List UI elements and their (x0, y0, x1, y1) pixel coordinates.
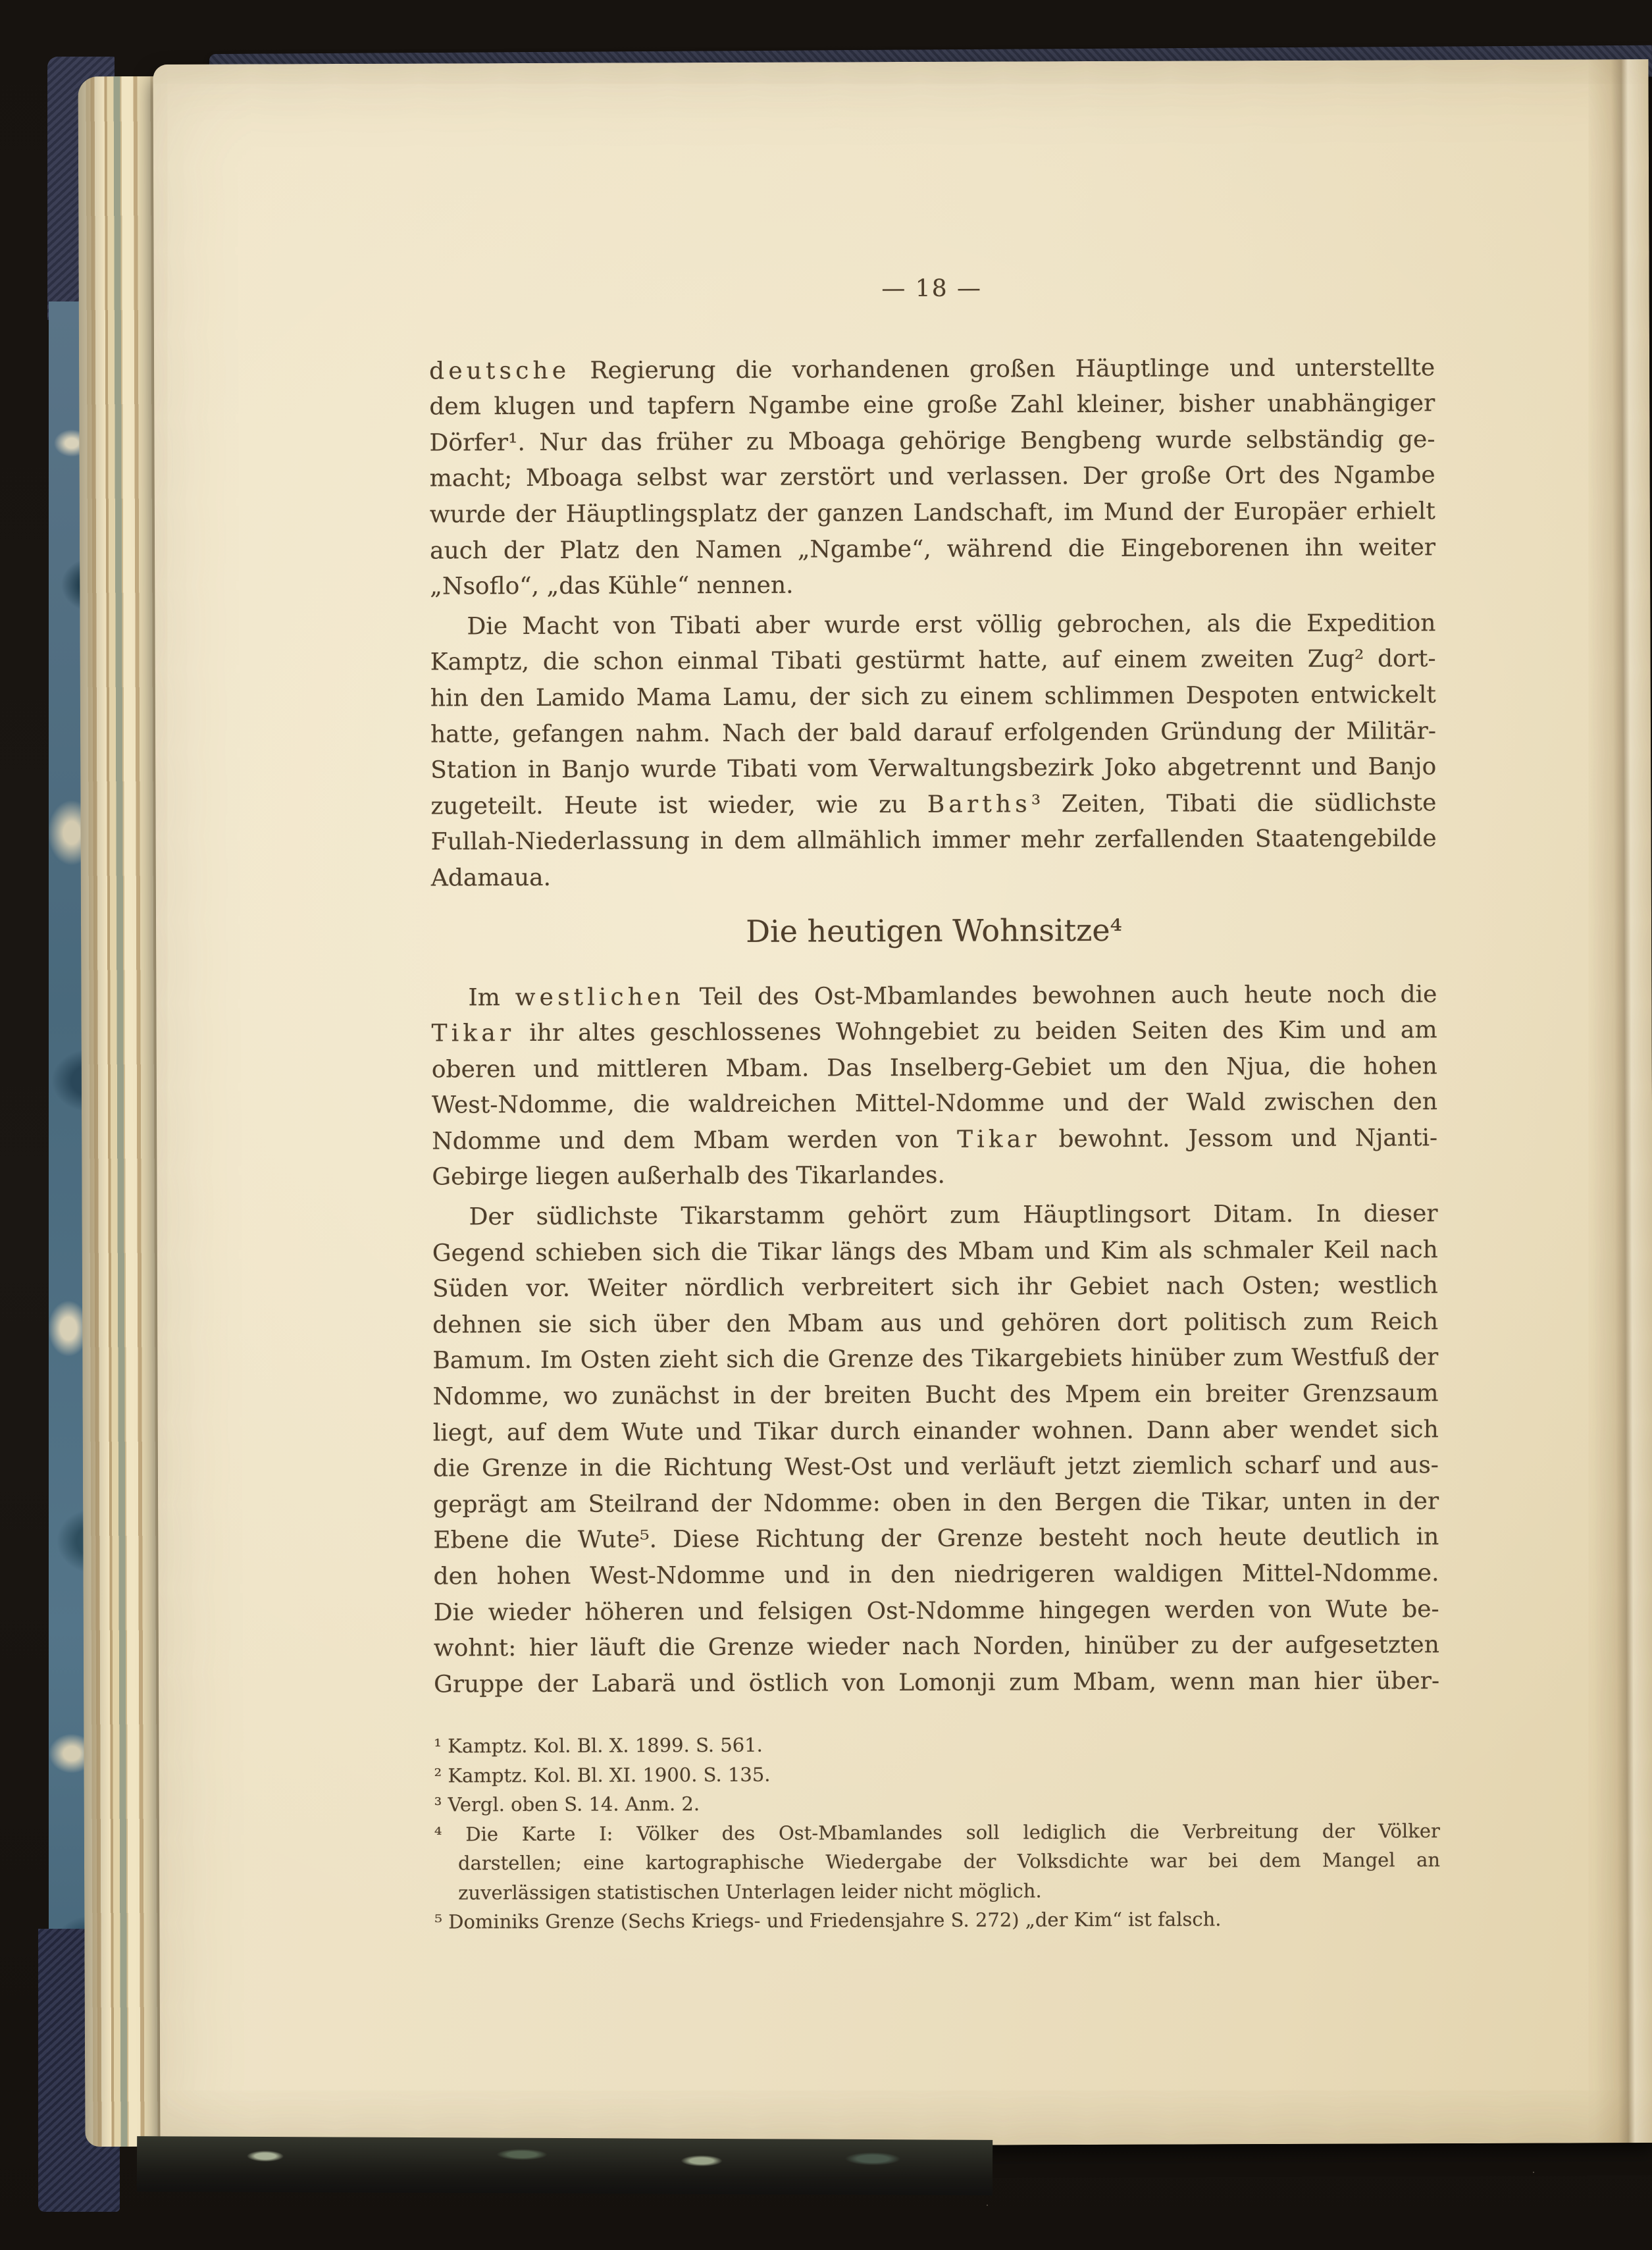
text-line: auch der Platz den Namen „Ngambe“, während die Eingeborenen ihn weiter (429, 533, 1436, 565)
text-line: Süden vor. Weiter nördlich verbreitert sich ihr Gebiet nach Osten; westlich (432, 1272, 1439, 1303)
paragraph (432, 1196, 1440, 1703)
letterspaced-word: deutsche (429, 357, 571, 385)
text-line: Der südlichste Tikarstamm gehört zum Häuptlingsort Ditam. In dieser (469, 1200, 1438, 1231)
footnote-line: ¹ Kamptz. Kol. Bl. X. 1899. S. 561. (434, 1734, 763, 1758)
paragraph-group-bottom (431, 977, 1439, 1703)
paragraph (429, 350, 1435, 605)
text-line: hatte, gefangen nahm. Nach der bald darauf erfolgenden Gründung der Militär- (430, 717, 1437, 748)
footnotes (434, 1729, 1440, 1937)
text-line: dehnen sie sich über den Mbam aus und gehören dort politisch zum Reich (432, 1308, 1439, 1339)
text-line: Gegend schieben sich die Tikar längs des Mbam und Kim als schmaler Keil nach (432, 1236, 1438, 1267)
text-line: Gruppe der Labarä und östlich von Lomonji zum Mbam, wenn man hier über- (434, 1667, 1440, 1698)
letterspaced-word: westlichen (515, 983, 684, 1011)
footnote-line: ³ Vergl. oben S. 14. Anm. 2. (434, 1792, 700, 1816)
letterspaced-word: Barths (927, 791, 1031, 818)
text-line: Kamptz, die schon einmal Tibati gestürmt hatte, auf einem zweiten Zug² dort- (430, 645, 1436, 676)
footnote-line: ⁴ Die Karte I: Völker des Ost-Mbamlandes soll lediglich die Verbreitung der Völker (434, 1819, 1440, 1846)
text-line: West-Ndomme, die waldreichen Mittel-Ndomme und der Wald zwischen den (431, 1088, 1438, 1119)
text-line: Ndomme, wo zunächst in der breiten Bucht des Mpem ein breiter Grenzsaum (432, 1380, 1439, 1411)
paragraph-group-top (429, 350, 1437, 897)
text-line: Dörfer¹. Nur das früher zu Mboaga gehörige Bengbeng wurde selbständig ge- (429, 425, 1435, 457)
footnote-line: ⁵ Dominiks Grenze (Sechs Kriegs- und Friedensjahre S. 272) „der Kim“ ist falsch. (434, 1908, 1222, 1933)
letterspaced-word: Tikar (431, 1020, 515, 1047)
section-heading: Die heutigen Wohnsitze⁴ (746, 912, 1123, 949)
book-cover-bottom-edge (137, 2136, 993, 2195)
text-line: Bamum. Im Osten zieht sich die Grenze des Tikargebiets hinüber zum Westfuß der (432, 1344, 1439, 1374)
text-line: Die Macht von Tibati aber wurde erst völlig gebrochen, als die Expedition (467, 609, 1436, 641)
text-line: geprägt am Steilrand der Ndomme: oben in den Bergen die Tikar, unten in der (433, 1487, 1439, 1519)
page-gutter-crease (1587, 59, 1652, 2143)
text-line: den hohen West-Ndomme und in den niedrigeren waldigen Mittel-Ndomme. (433, 1559, 1439, 1590)
page-number: — 18 — (881, 275, 983, 303)
text-line: wohnt: hier läuft die Grenze wieder nach Norden, hinüber zu der aufgesetzten (433, 1631, 1439, 1662)
text-line: macht; Mboaga selbst war zerstört und verlassen. Der große Ort des Ngambe (429, 461, 1435, 492)
text-line: Station in Banjo wurde Tibati vom Verwaltungsbezirk Joko abgetrennt und Banjo (430, 753, 1437, 784)
text-line: Ndomme und dem Mbam werden von Tikar bewohnt. Jessom und Njanti- (432, 1124, 1438, 1155)
text-line: wurde der Häuptlingsplatz der ganzen Landschaft, im Mund der Europäer erhielt (429, 498, 1435, 529)
text-line: Ebene die Wute⁵. Diese Richtung der Grenze besteht noch heute deutlich in (433, 1523, 1439, 1554)
letterspaced-word: Tikar (956, 1126, 1041, 1153)
page-text-area (428, 60, 1440, 1937)
text-line: Die wieder höheren und felsigen Ost-Ndomme hingegen werden von Wute be- (433, 1595, 1439, 1627)
text-line: die Grenze in die Richtung West-Ost und verläuft jetzt ziemlich scharf und aus- (432, 1452, 1439, 1482)
text-line: Adamaua. (430, 864, 552, 892)
book-page (153, 59, 1652, 2148)
footnote-line: darstellen; eine kartographische Wiedergabe der Volksdichte war bei dem Mangel an (457, 1848, 1441, 1875)
text-line: „Nsoflo“, „das Kühle“ nennen. (430, 571, 794, 600)
footnote-line: zuverlässigen statistischen Unterlagen leider nicht möglich. (458, 1879, 1042, 1904)
footnote-line: ² Kamptz. Kol. Bl. XI. 1900. S. 135. (434, 1763, 771, 1787)
text-line: zugeteilt. Heute ist wieder, wie zu Barths³ Zeiten, Tibati die südlichste (430, 789, 1437, 820)
text-line: Tikar ihr altes geschlossenes Wohngebiet zu beiden Seiten des Kim und am (431, 1016, 1437, 1047)
text-line: deutsche Regierung die vorhandenen großen Häuptlinge und unterstellte (429, 353, 1435, 385)
text-line: Fullah-Niederlassung in dem allmählich immer mehr zerfallenden Staatengebilde (430, 825, 1437, 856)
text-line: hin den Lamido Mama Lamu, der sich zu einem schlimmen Despoten entwickelt (430, 681, 1436, 712)
paragraph (430, 606, 1437, 897)
text-line: Gebirge liegen außerhalb des Tikarlandes. (432, 1162, 945, 1191)
text-line: dem klugen und tapfern Ngambe eine große Zahl kleiner, bisher unabhängiger (429, 390, 1435, 421)
text-line: liegt, auf dem Wute und Tikar durch einander wohnen. Dann aber wendet sich (432, 1415, 1439, 1447)
text-line: Im westlichen Teil des Ost-Mbamlandes bewohnen auch heute noch die (468, 980, 1437, 1011)
text-line: oberen und mittleren Mbam. Das Inselberg-Gebiet um den Njua, die hohen (431, 1052, 1437, 1084)
paragraph (431, 977, 1437, 1196)
